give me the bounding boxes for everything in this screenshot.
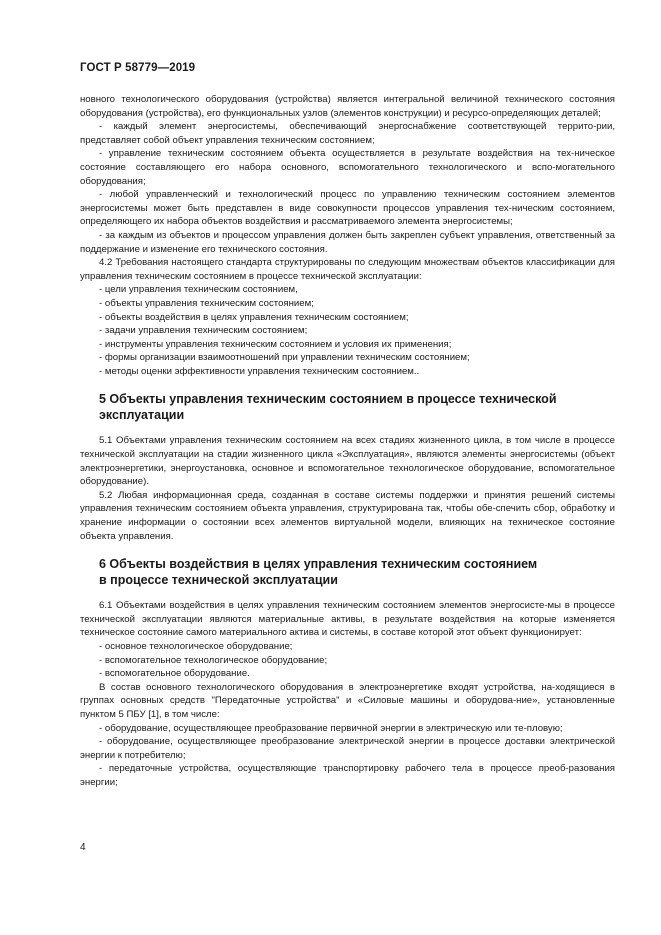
list-item: - оборудование, осуществляющее преобразование электрической энергии в процессе доставки электрической энергии к потребителю; <box>80 736 615 761</box>
page-content <box>80 93 615 790</box>
list-item: - задачи управления техническим состоянием; <box>99 325 308 337</box>
list-item: - формы организации взаимоотношений при управлении техническим состоянием; <box>99 352 470 364</box>
page-number: 4 <box>80 842 86 853</box>
list-item: - объекты управления техническим состоянием; <box>99 297 314 309</box>
list-item: - объекты воздействия в целях управления техническим состоянием; <box>99 311 409 323</box>
section-6-title-line2: в процессе технической эксплуатации <box>99 573 338 588</box>
section-6-title-line1: 6 Объекты воздействия в целях управления техническим состоянием <box>99 557 538 572</box>
paragraph-6-1: 6.1 Объектами воздействия в целях управления техническим состоянием элементов энергосисте-мы в процессе технической эксплуатации являются материальные активы, в результате воздействия на которые изменяется техническое состояние самого материального актива и системы, в составе которой этот объект функционирует: <box>80 600 615 639</box>
list-item: - за каждым из объектов и процессом управления должен быть закреплен субъект управления, ответственный за поддержание и изменение его технического состояния. <box>80 229 615 255</box>
list-item: - вспомогательное технологическое оборудование; <box>99 654 328 666</box>
section-5-title-line1: 5 Объекты управления техническим состоянием в процессе технической <box>99 392 557 407</box>
list-item: - вспомогательное оборудование. <box>99 668 250 680</box>
paragraph-5-2: 5.2 Любая информационная среда, созданная в составе системы поддержки и принятия решений системы управления техническим состоянием объекта управления, структурирована так, чтобы обе-спечить сбор, обработку и хранение информации о состоянии всех элементов виртуальной модели, влияющих на техническое состояние объекта управления. <box>80 489 615 542</box>
section-5-title-line2: эксплуатации <box>99 408 185 423</box>
paragraph-composition: В состав основного технологического оборудования в электроэнергетике входят устройства, на-ходящиеся в группах основных средств "Передаточные устройства" и «Силовые машины и оборудова-ние», установленные пунктом 5 ПБУ [1], в том числе: <box>80 681 615 720</box>
list-item: - инструменты управления техническим состоянием и условия их применения; <box>99 338 452 350</box>
list-item: - основное технологическое оборудование; <box>99 641 293 652</box>
list-item: - цели управления техническим состоянием, <box>99 284 298 296</box>
list-item: - методы оценки эффективности управления техническим состоянием.. <box>99 365 420 377</box>
section-5-heading <box>80 391 615 423</box>
list-item: - оборудование, осуществляющее преобразование первичной энергии в электрическую или те-пловую; <box>99 722 563 734</box>
section-6-heading <box>80 556 615 588</box>
paragraph-5-1: 5.1 Объектами управления техническим состоянием на всех стадиях жизненного цикла, в том числе в процессе технической эксплуатации на стадии жизненного цикла «Эксплуатация», являются элементы энергосистемы (объект электроэнергетики, энергоустановка, основное и вспомогательное технологическое оборудование, вспомогательное оборудование). <box>80 435 615 488</box>
list-item: - передаточные устройства, осуществляющие транспортировку рабочего тела в процессе преоб-разования энергии; <box>80 763 615 788</box>
list-item: - каждый элемент энергосистемы, обеспечивающий энергоснабжение соответствующей террито-рии, представляет собой объект управления техническим состоянием; <box>80 121 615 146</box>
paragraph-4-2: 4.2 Требования настоящего стандарта структурированы по следующим множествам объектов классификации для управления техническим состоянием в процессе технической эксплуатации: <box>80 257 615 282</box>
paragraph-continuation: новного технологического оборудования (устройства) является интегральной величиной технического состояния оборудования (устройства), его функциональных узлов (элементов конструкции) и ресурсо-определяющих деталей; <box>80 94 615 119</box>
document-header: ГОСТ Р 58779—2019 <box>80 62 196 74</box>
list-item: - любой управленческий и технологический процесс по управлению техническим состоянием элементов энергосистемы может быть представлен в виде совокупности процессов управления тех-ническим состоянием, определяющего их набора объектов воздействия и рассматриваемого элемента энергосистемы; <box>80 189 615 228</box>
list-item: - управление техническим состоянием объекта осуществляется в результате воздействия на тех-ническое состояние составляющего его набора основного, вспомогательного технологического и вспо-могательного оборудования; <box>80 148 615 187</box>
